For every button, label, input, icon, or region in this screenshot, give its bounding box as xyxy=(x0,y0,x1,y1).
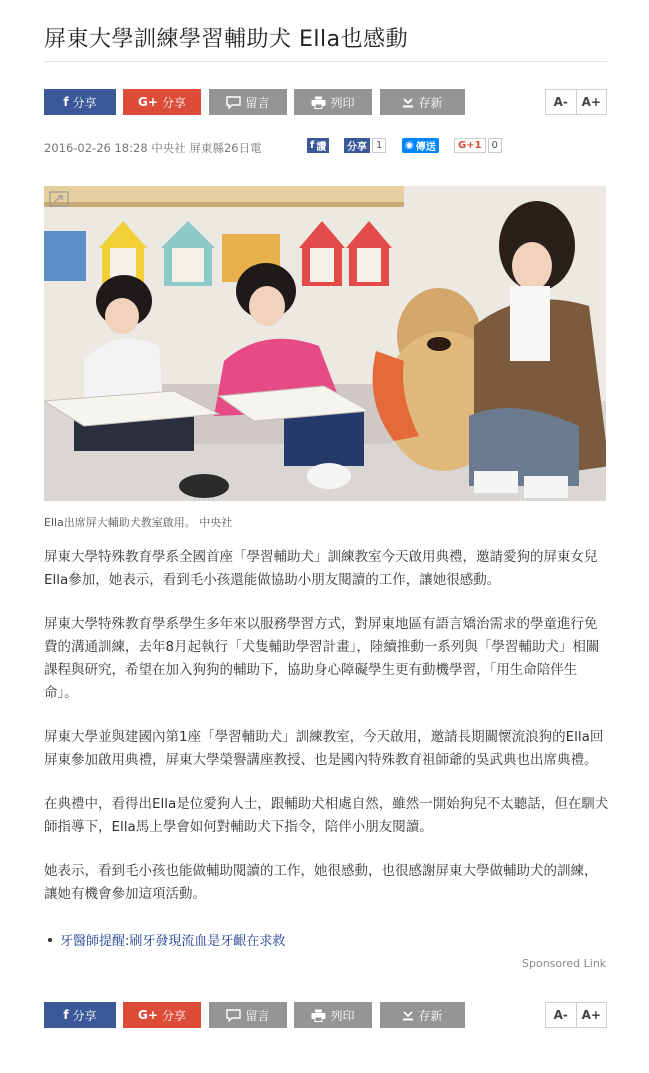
comment-button[interactable] xyxy=(209,89,287,115)
facebook-share-button[interactable] xyxy=(44,89,116,115)
article-paragraph: 屏東大學並與建國內第1座「學習輔助犬」訓練教室，今天啟用，邀請長期關懷流浪狗的Ella回屏東參加啟用典禮，屏東大學榮譽講座教授、也是國內特殊教育祖師爺的吳武典也出席典禮。 xyxy=(44,729,604,768)
gplus-one-button[interactable]: G+1 xyxy=(454,138,486,153)
sponsored-label: Sponsored Link xyxy=(522,957,607,970)
font-larger-button[interactable]: A+ xyxy=(576,1003,607,1027)
article-photo xyxy=(44,186,606,501)
facebook-like-widget[interactable] xyxy=(307,137,329,153)
article-body xyxy=(44,546,610,927)
download-icon xyxy=(402,96,414,108)
download-icon xyxy=(402,1009,414,1021)
google-plus-icon: G+ xyxy=(138,95,158,109)
title-divider xyxy=(44,61,607,62)
font-larger-button[interactable]: A+ xyxy=(576,90,607,114)
related-link[interactable]: 牙醫師提醒:刷牙發現流血是牙齦在求救 xyxy=(60,934,286,949)
facebook-share-label: 分享 xyxy=(72,95,97,110)
printer-icon xyxy=(311,96,326,109)
article-paragraph: 她表示，看到毛小孩也能做輔助閱讀的工作，她很感動，也很感謝屏東大學做輔助犬的訓練，讓她有機會參加這項活動。 xyxy=(44,863,598,902)
font-size-control xyxy=(545,1002,607,1028)
gplus-share-label: 分享 xyxy=(161,95,186,110)
comment-label: 留言 xyxy=(245,1008,270,1023)
google-plus-icon: G+ xyxy=(138,1008,158,1022)
gplus-share-button[interactable] xyxy=(123,1002,201,1028)
article-title: 屏東大學訓練學習輔助犬 Ella也感動 xyxy=(44,27,409,52)
printer-icon xyxy=(311,1009,326,1022)
print-button[interactable] xyxy=(294,89,372,115)
save-label: 存新 xyxy=(418,95,443,110)
print-button[interactable] xyxy=(294,1002,372,1028)
save-label: 存新 xyxy=(418,1008,443,1023)
gplus-share-button[interactable] xyxy=(123,89,201,115)
classroom-photo xyxy=(44,186,606,501)
bullet-icon xyxy=(48,938,52,942)
facebook-share-chip[interactable]: 分享 xyxy=(344,138,370,153)
messenger-widget[interactable] xyxy=(402,137,439,153)
font-smaller-button[interactable]: A- xyxy=(553,95,568,109)
share-toolbar-top xyxy=(44,89,607,115)
gplus-share-label: 分享 xyxy=(161,1008,186,1023)
messenger-icon: ◉ xyxy=(405,139,414,151)
facebook-share-widget[interactable] xyxy=(344,137,386,153)
gplus-one-count: 0 xyxy=(488,138,502,153)
related-link-item xyxy=(48,930,285,949)
article-paragraph: 屏東大學特殊教育學系全國首座「學習輔助犬」訓練教室今天啟用典禮，邀請愛狗的屏東女兒Ella參加，她表示，看到毛小孩還能做協助小朋友閱讀的工作，讓她很感動。 xyxy=(44,549,598,588)
comment-icon xyxy=(226,96,241,109)
facebook-share-count: 1 xyxy=(372,138,386,153)
gplus-one-widget[interactable] xyxy=(454,137,502,153)
facebook-like-label: 讚 xyxy=(316,141,327,153)
comment-icon xyxy=(226,1009,241,1022)
facebook-icon: f xyxy=(310,139,315,151)
share-toolbar-bottom xyxy=(44,1002,607,1028)
save-button[interactable] xyxy=(380,1002,465,1028)
comment-label: 留言 xyxy=(245,95,270,110)
article-paragraph: 屏東大學特殊教育學系學生多年來以服務學習方式，對屏東地區有語言矯治需求的學童進行免費的溝通訓練，去年8月起執行「犬隻輔助學習計畫」，陸續推動一系列與「學習輔助犬」相關課程與研究，希望在加入狗狗的輔助下，協助身心障礙學生更有動機學習，「用生命陪伴生命」。 xyxy=(44,616,600,701)
photo-caption: Ella出席屏大輔助犬教室啟用。 中央社 xyxy=(44,516,233,529)
facebook-share-button[interactable] xyxy=(44,1002,116,1028)
facebook-icon: f xyxy=(63,95,69,109)
save-button[interactable] xyxy=(380,89,465,115)
article-paragraph: 在典禮中，看得出Ella是位愛狗人士，跟輔助犬相處自然，雖然一開始狗兒不太聽話，但在馴犬師指導下，Ella馬上學會如何對輔助犬下指令，陪伴小朋友閱讀。 xyxy=(44,796,609,835)
font-size-control xyxy=(545,89,607,115)
print-label: 列印 xyxy=(330,1008,355,1023)
facebook-icon: f xyxy=(63,1008,69,1022)
article-meta: 2016-02-26 18:28 中央社 屏東縣26日電 xyxy=(44,141,262,155)
messenger-send-button[interactable] xyxy=(402,138,439,153)
font-smaller-button[interactable]: A- xyxy=(553,1008,568,1022)
comment-button[interactable] xyxy=(209,1002,287,1028)
facebook-like-button[interactable] xyxy=(307,138,329,153)
print-label: 列印 xyxy=(330,95,355,110)
messenger-label: 傳送 xyxy=(415,141,436,153)
facebook-share-label: 分享 xyxy=(72,1008,97,1023)
